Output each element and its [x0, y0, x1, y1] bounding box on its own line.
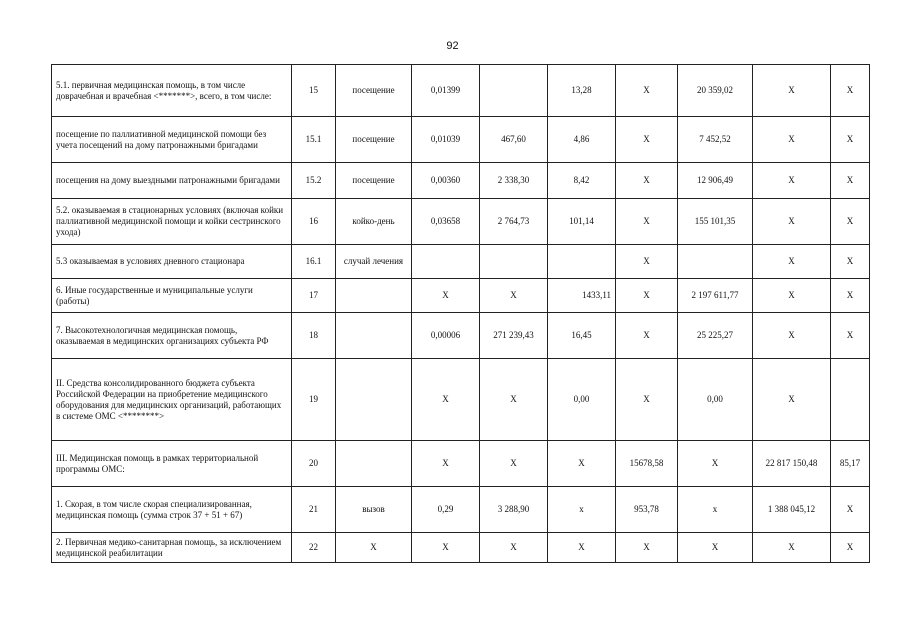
table-row [52, 279, 870, 313]
row-number: 21 [292, 487, 336, 533]
cell-col9: Х [753, 199, 831, 245]
row-unit: посещение [336, 117, 412, 163]
cell-col4: 0,03658 [412, 199, 480, 245]
row-unit [336, 441, 412, 487]
cell-col6: 13,28 [548, 65, 616, 117]
cell-col10: Х [831, 487, 870, 533]
table-row [52, 313, 870, 359]
table-row [52, 359, 870, 441]
row-unit: вызов [336, 487, 412, 533]
cell-col10: Х [831, 533, 870, 563]
row-number: 22 [292, 533, 336, 563]
table-row [52, 163, 870, 199]
row-number: 15 [292, 65, 336, 117]
row-unit [336, 359, 412, 441]
cell-col10: Х [831, 313, 870, 359]
row-number: 19 [292, 359, 336, 441]
cell-col7: Х [616, 313, 678, 359]
cell-col7: Х [616, 359, 678, 441]
cell-col4: 0,29 [412, 487, 480, 533]
row-name: посещения на дому выездными патронажными бригадами [52, 163, 292, 199]
cell-col5: 271 239,43 [480, 313, 548, 359]
row-number: 15.1 [292, 117, 336, 163]
row-name: 7. Высокотехнологичная медицинская помощь, оказываемая в медицинских организациях субъекта РФ [52, 313, 292, 359]
page-number: 92 [446, 40, 459, 52]
cell-col9: Х [753, 313, 831, 359]
row-unit: посещение [336, 65, 412, 117]
cell-col7: 15678,58 [616, 441, 678, 487]
cell-col5: 467,60 [480, 117, 548, 163]
cell-col6: 101,14 [548, 199, 616, 245]
cell-col4: 0,00006 [412, 313, 480, 359]
row-name: 1. Скорая, в том числе скорая специализированная, медицинская помощь (сумма строк 37 + 51 + 67) [52, 487, 292, 533]
cell-col7: Х [616, 245, 678, 279]
cell-col8: 20 359,02 [678, 65, 753, 117]
cell-col9: Х [753, 279, 831, 313]
cell-col7: Х [616, 117, 678, 163]
cell-col10: Х [831, 199, 870, 245]
cell-col9: Х [753, 65, 831, 117]
cell-col5: Х [480, 441, 548, 487]
cell-col5: 3 288,90 [480, 487, 548, 533]
cell-col8: 7 452,52 [678, 117, 753, 163]
cell-col9: 1 388 045,12 [753, 487, 831, 533]
cell-col8: х [678, 487, 753, 533]
cell-col6 [548, 245, 616, 279]
cell-col9: Х [753, 533, 831, 563]
cell-col4: 0,01039 [412, 117, 480, 163]
row-unit: посещение [336, 163, 412, 199]
cell-col9: 22 817 150,48 [753, 441, 831, 487]
table-row [52, 441, 870, 487]
cell-col6: 1433,11 [548, 279, 616, 313]
cell-col6: 16,45 [548, 313, 616, 359]
cell-col10 [831, 359, 870, 441]
row-name: 5.2. оказываемая в стационарных условиях (включая койки паллиативной медицинской помощи и койки сестринского ухода) [52, 199, 292, 245]
row-number: 16 [292, 199, 336, 245]
row-name: посещение по паллиативной медицинской помощи без учета посещений на дому патронажными бригадами [52, 117, 292, 163]
row-unit: случай лечения [336, 245, 412, 279]
table-row [52, 117, 870, 163]
cell-col7: Х [616, 163, 678, 199]
cell-col5: 2 764,73 [480, 199, 548, 245]
cell-col4: Х [412, 359, 480, 441]
cell-col10: Х [831, 245, 870, 279]
row-name: II. Средства консолидированного бюджета субъекта Российской Федерации на приобретение медицинского оборудования для медицинских организаций, работающих в системе ОМС <********> [52, 359, 292, 441]
cell-col9: Х [753, 163, 831, 199]
cell-col7: Х [616, 279, 678, 313]
cell-col4: Х [412, 279, 480, 313]
cell-col7: Х [616, 199, 678, 245]
row-name: III. Медицинская помощь в рамках территориальной программы ОМС: [52, 441, 292, 487]
row-name: 6. Иные государственные и муниципальные услуги (работы) [52, 279, 292, 313]
row-unit: койко-день [336, 199, 412, 245]
cell-col10: Х [831, 163, 870, 199]
cell-col5: Х [480, 533, 548, 563]
cell-col4: Х [412, 533, 480, 563]
cell-col8: 12 906,49 [678, 163, 753, 199]
cell-col6: 0,00 [548, 359, 616, 441]
row-number: 17 [292, 279, 336, 313]
cell-col9: Х [753, 117, 831, 163]
cell-col4: 0,00360 [412, 163, 480, 199]
cell-col8 [678, 245, 753, 279]
cell-col7: 953,78 [616, 487, 678, 533]
cell-col6: 4,86 [548, 117, 616, 163]
cell-col8: 2 197 611,77 [678, 279, 753, 313]
cell-col10: 85,17 [831, 441, 870, 487]
row-name: 5.3 оказываемая в условиях дневного стационара [52, 245, 292, 279]
cell-col8: 25 225,27 [678, 313, 753, 359]
cell-col5 [480, 245, 548, 279]
row-number: 15.2 [292, 163, 336, 199]
row-name: 5.1. первичная медицинская помощь, в том числе доврачебная и врачебная <*******>, всего, в том числе: [52, 65, 292, 117]
table-row [52, 533, 870, 563]
cell-col10: Х [831, 117, 870, 163]
cell-col6: Х [548, 441, 616, 487]
cell-col9: Х [753, 245, 831, 279]
data-table [51, 64, 870, 563]
cell-col7: Х [616, 65, 678, 117]
table-row [52, 65, 870, 117]
row-unit [336, 279, 412, 313]
cell-col5 [480, 65, 548, 117]
cell-col8: 0,00 [678, 359, 753, 441]
cell-col10: Х [831, 279, 870, 313]
cell-col6: 8,42 [548, 163, 616, 199]
cell-col9: Х [753, 359, 831, 441]
cell-col8: Х [678, 441, 753, 487]
row-name: 2. Первичная медико-санитарная помощь, за исключением медицинской реабилитации [52, 533, 292, 563]
row-number: 16.1 [292, 245, 336, 279]
cell-col5: Х [480, 359, 548, 441]
table-row [52, 199, 870, 245]
cell-col4 [412, 245, 480, 279]
cell-col8: Х [678, 533, 753, 563]
table-row [52, 245, 870, 279]
cell-col7: Х [616, 533, 678, 563]
cell-col6: Х [548, 533, 616, 563]
cell-col5: Х [480, 279, 548, 313]
row-unit: Х [336, 533, 412, 563]
row-unit [336, 313, 412, 359]
row-number: 20 [292, 441, 336, 487]
cell-col6: х [548, 487, 616, 533]
cell-col4: 0,01399 [412, 65, 480, 117]
cell-col5: 2 338,30 [480, 163, 548, 199]
table-row [52, 487, 870, 533]
cell-col10: Х [831, 65, 870, 117]
cell-col8: 155 101,35 [678, 199, 753, 245]
row-number: 18 [292, 313, 336, 359]
cell-col4: Х [412, 441, 480, 487]
